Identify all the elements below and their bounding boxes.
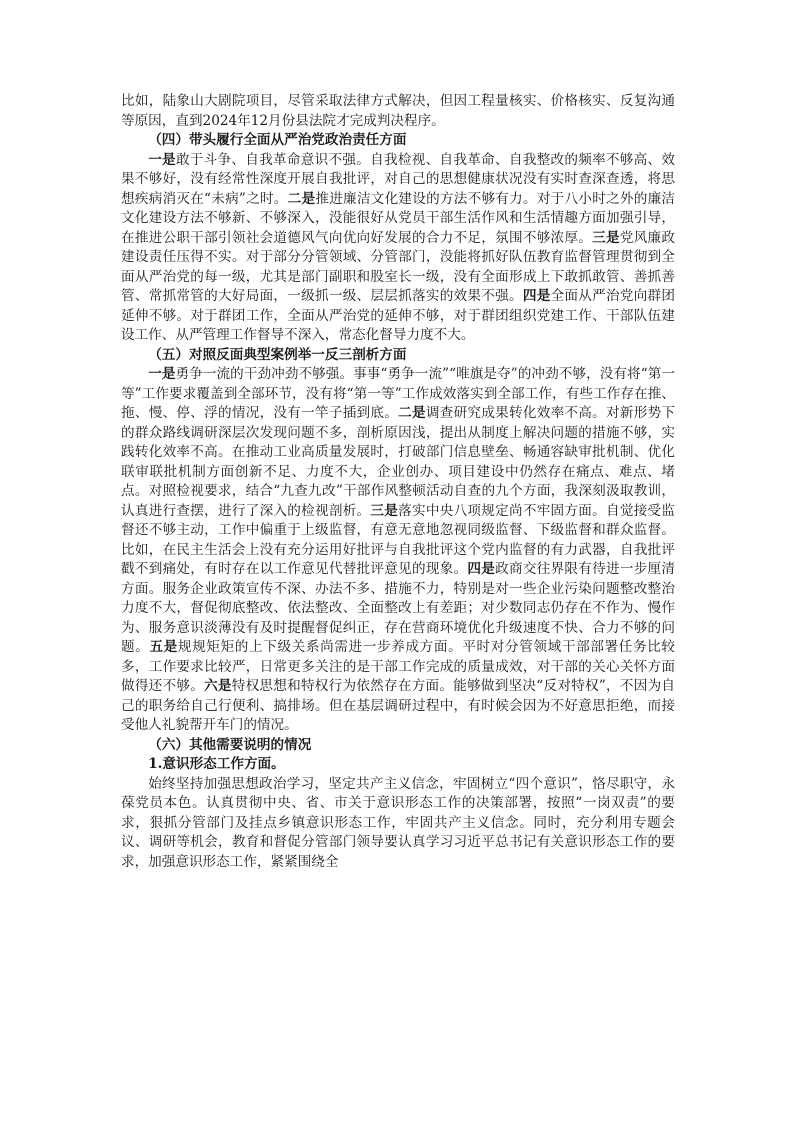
point-text: 全面从严治党向群团延伸不够。对于群团工作，全面从严治党的延伸不够，对于群团组织党建工作、干部队伍建设工作、从严管理工作督导不深入，常态化督导力度不大。 — [121, 288, 676, 343]
point-text: 调查研究成果转化效率不高。对新形势下的群众路线调研深层次发现问题不多，剖析原因浅，提出从制度上解决问题的措施不够，实践转化效率不高。在推动工业高质量发展时，打破部门信息壁垒、畅通容缺审批机制、优化联审联批机制方面创新不足、力度不大，企业创办、项目建设中仍然存在痛点、难点、堵点。对照检视要求，结合“九查九改”干部作风整顿活动自查的九个方面，我深刻汲取教训，认真进行查摆，进行了深入的检视剖析。 — [121, 405, 676, 519]
point-marker: 六是 — [204, 678, 232, 694]
point-text: 勇争一流的干劲冲劲不够强。事事“勇争一流”“唯旗是夺”的冲劲不够，没有将“第一等”工作要求覆盖到全部环节，没有将“第一等”工作成效落实到全部工作，有些工作存在推、拖、慢、停、浮的情况，没有一竿子插到底。 — [121, 366, 675, 421]
point-text: 特权思想和特权行为依然存在方面。能够做到坚决“反对特权”，不因为自己的职务给自己行便利、搞排场。但在基层调研过程中，有时候会因为不好意思拒绝，而接受他人礼貌帮开车门的情况。 — [121, 678, 676, 733]
section-heading-6: （六）其他需要说明的情况 — [148, 736, 312, 753]
point-text: 落实中央八项规定尚不牢固方面。自觉接受监督还不够主动，工作中偏重于上级监督，有意无意地忽视同级监督、下级监督和群众监督。比如，在民主生活会上没有充分运用好批评与自我批评这个党内监督的有力武器，自我批评戳不到痛处，有时存在以工作意见代替批评意见的现象。 — [121, 502, 676, 577]
point-text: 推进廉洁文化建设的方法不够有力。对于八小时之外的廉洁文化建设方法不够新、不够深入，没能很好从党员干部生活作风和生活情趣方面加强引导，在推进公职干部引领社会道德风气向优向好发展的合力不足，氛围不够浓厚。 — [121, 190, 676, 246]
point-marker: 三是 — [370, 502, 399, 519]
point-marker: 四是 — [522, 288, 551, 304]
point-text: 政商交往界限有待进一步厘清方面。服务企业政策宣传不深、办法不多、措施不力，特别是对一些企业污染问题整改整治力度不大，督促彻底整改、依法整改、全面整改上有差距；对少数同志仍存在不作为、慢作为、服务意识淡薄没有及时提醒督促纠正，存在营商环境优化升级速度不快、合力不够的问题。 — [121, 561, 676, 655]
point-marker: 二是 — [287, 190, 316, 207]
point-marker: 三是 — [592, 229, 620, 246]
point-marker: 一是 — [148, 151, 176, 168]
document-page — [121, 92, 675, 872]
section-heading-5: （五）对照反面典型案例举一反三剖析方面 — [148, 346, 407, 363]
paragraph-continuation: 比如，陆象山大剧院项目，尽管采取法律方式解决，但因工程量核实、价格核实、反复沟通等原因，直到2024年12月份县法院才完成判决程序。 — [121, 93, 675, 129]
point-marker: 二是 — [398, 405, 426, 421]
section-heading-4: （四）带头履行全面从严治党政治责任方面 — [148, 132, 407, 148]
subsection-heading-1: 1.意识形态工作方面。 — [148, 756, 285, 772]
point-text: 党风廉政建设责任压得不实。对于部分分管领域、分管部门，没能将抓好队伍教育监督管理贯彻到全面从严治党的每一级，尤其是部门副职和股室长一级，没有全面形成上下敢抓敢管、善抓善管、常抓常管的大好局面，一级抓一级、层层抓落实的效果不强。 — [121, 229, 676, 304]
point-marker: 四是 — [467, 561, 496, 577]
point-text: 敢于斗争、自我革命意识不强。自我检视、自我革命、自我整改的频率不够高、效果不够好，没有经常性深度开展自我批评，对自己的思想健康状况没有实时查深查透，将思想疾病消灭在“未病”之时。 — [121, 151, 676, 207]
paragraph-ideology: 始终坚持加强思想政治学习，坚定共产主义信念，牢固树立“四个意识”，恪尽职守，永葆党员本色。认真贯彻中央、省、市关于意识形态工作的决策部署，按照“一岗双责”的要求，狠抓分管部门及挂点乡镇意识形态工作，牢固共产主义信念。同时，充分利用专题会议、调研等机会，教育和督促分管部门领导要认真学习习近平总书记有关意识形态工作的要求，加强意识形态工作，紧紧围绕全 — [121, 775, 675, 870]
point-marker: 一是 — [148, 366, 176, 382]
point-text: 规规矩矩的上下级关系尚需进一步养成方面。平时对分管领域干部部署任务比较多，工作要求比较严，日常更多关注的是干部工作完成的质量成效，对干部的关心关怀方面做得还不够。 — [121, 639, 676, 694]
section-4-body — [121, 151, 675, 346]
point-marker: 五是 — [149, 639, 178, 655]
section-5-body — [121, 365, 675, 736]
